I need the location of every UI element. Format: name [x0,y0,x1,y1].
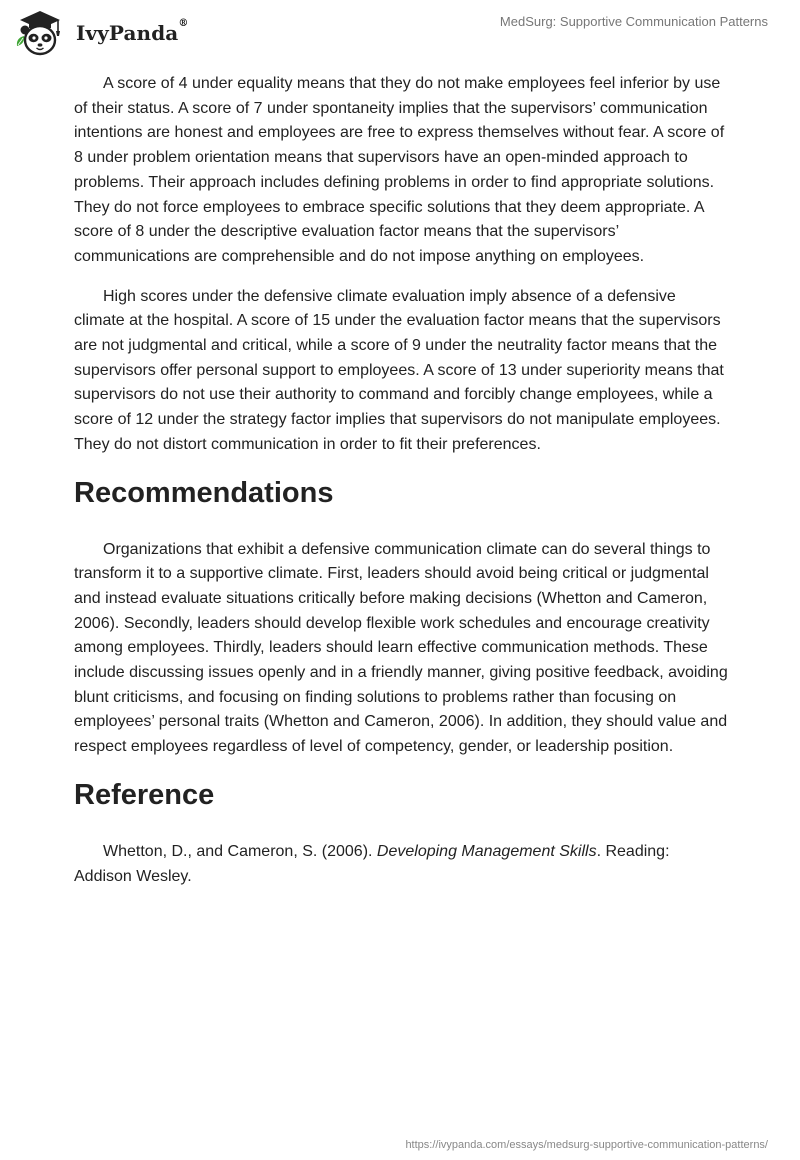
body-paragraph: High scores under the defensive climate evaluation imply absence of a defensive climate at the hospital. A score of 15 under the evaluation factor means that the supervisors are not judgmental and critical, while a score of 9 under the neutrality factor means that the supervisors offer personal support to employees. A score of 13 under superiority means that supervisors do not use their authority to command and forcibly change employees, while a score of 12 under the strategy factor implies that supervisors do not manipulate employees. They do not distort communication in order to fit their preferences. [74,287,724,453]
essay-content [74,72,730,904]
document-title: MedSurg: Supportive Communication Patterns [499,14,768,29]
source-url[interactable]: https://ivypanda.com/essays/medsurg-supportive-communication-patterns/ [405,1139,768,1151]
reference-entry [74,840,730,889]
reference-heading: Reference [74,778,215,811]
brand-name [76,18,189,45]
recommendations-paragraph: Organizations that exhibit a defensive communication climate can do several things to transform it to a supportive climate. First, leaders should avoid being critical or judgmental and instead evaluate situations critically before making decisions (Whetton and Cameron, 2006). Secondly, leaders should develop flexible work schedules and encourage creativity among employees. Thirdly, leaders should learn effective communication methods. These include discussing issues openly and in a friendly manner, giving positive feedback, avoiding blunt criticisms, and focusing on finding solutions to problems rather than focusing on employees’ personal traits (Whetton and Cameron, 2006). In addition, they should value and respect employees regardless of level of competency, gender, or leadership position. [74,540,728,756]
reference-authors: Whetton, D., and Cameron, S. (2006). [103,842,377,860]
ivypanda-logo[interactable] [14,8,188,58]
registered-mark: ® [178,18,189,29]
reference-publisher: . Reading: Addison Wesley. [74,842,670,885]
body-paragraph: A score of 4 under equality means that they do not make employees feel inferior by use of their status. A score of 7 under spontaneity implies that the supervisors’ communication intentions are honest and employees are free to express themselves without fear. A score of 8 under problem orientation means that supervisors have an open-minded approach to problems. Their approach includes defining problems in order to find appropriate solutions. They do not force employees to embrace specific solutions that they deem appropriate. A score of 8 under the descriptive evaluation factor means that the supervisors’ communications are comprehensible and do not impose anything on employees. [74,75,725,265]
reference-book-title: Developing Management Skills [376,842,597,860]
page-header [0,0,800,70]
panda-graduate-icon [14,8,70,58]
recommendations-heading: Recommendations [74,476,334,509]
brand-name-text: IvyPanda [76,21,179,45]
